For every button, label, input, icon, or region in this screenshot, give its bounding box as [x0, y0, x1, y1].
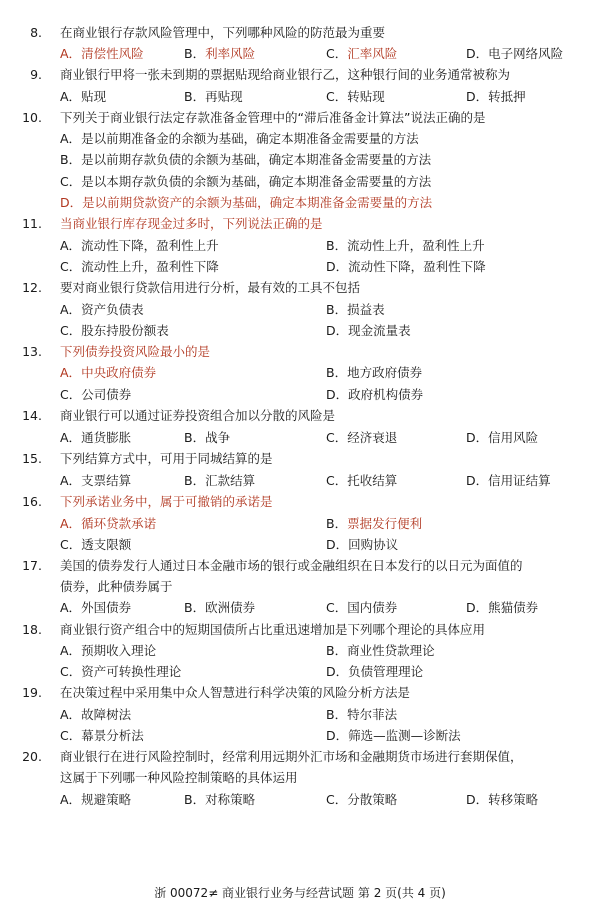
option-a [60, 365, 156, 381]
option-a [60, 473, 131, 489]
option-letter: C． [60, 174, 82, 189]
option-letter: A． [60, 89, 82, 104]
option-text: 现金流量表 [348, 323, 411, 338]
option-letter: A． [60, 643, 82, 658]
question-number: 16. [22, 494, 42, 509]
question-stem: 下列结算方式中，可用于同城结算的是 [60, 451, 273, 466]
option-b [60, 152, 431, 168]
page-footer: 浙 00072≠ 商业银行业务与经营试题 第 2 页(共 4 页) [154, 886, 446, 900]
option-a [60, 707, 131, 723]
option-letter: C． [60, 537, 82, 552]
option-letter: C． [326, 473, 348, 488]
question-number: 11. [22, 216, 42, 231]
option-letter: B． [60, 152, 82, 167]
option-letter: C． [60, 728, 82, 743]
option-letter: D． [466, 792, 489, 807]
option-a [60, 516, 156, 532]
option-letter: C． [326, 89, 348, 104]
option-letter: B． [184, 46, 206, 61]
option-text: 资产可转换性理论 [81, 664, 182, 679]
option-text: 是以前期贷款资产的余额为基础，确定本期准备金需要量的方法 [82, 195, 433, 210]
question-stem: 下列关于商业银行法定存款准备金管理中的“滞后准备金计算法”说法正确的是 [60, 110, 486, 125]
option-letter: D． [326, 259, 349, 274]
option-d [466, 430, 538, 446]
option-letter: A． [60, 131, 82, 146]
option-letter: B． [184, 89, 206, 104]
option-text: 幕景分析法 [81, 728, 144, 743]
question-number: 17. [22, 558, 42, 573]
option-letter: D． [466, 600, 489, 615]
option-text: 熊猫债券 [488, 600, 539, 615]
option-text: 故障树法 [81, 707, 132, 722]
option-text: 汇款结算 [205, 473, 256, 488]
option-text: 是以前期准备金的余额为基础，确定本期准备金需要量的方法 [81, 131, 419, 146]
option-letter: C． [326, 46, 348, 61]
option-text: 回购协议 [348, 537, 399, 552]
question-stem: 下列债券投资风险最小的是 [60, 344, 211, 359]
option-c [326, 430, 397, 446]
option-d [326, 259, 486, 275]
option-c [60, 174, 431, 190]
option-letter: B． [326, 365, 348, 380]
option-text: 资产负债表 [81, 302, 144, 317]
option-b [184, 600, 255, 616]
option-text: 损益表 [347, 302, 385, 317]
option-letter: B． [326, 516, 348, 531]
option-letter: D． [326, 323, 349, 338]
question-number: 13. [22, 344, 42, 359]
question-number: 14. [22, 408, 42, 423]
option-letter: B． [184, 473, 206, 488]
option-letter: A． [60, 792, 82, 807]
option-letter: A． [60, 46, 82, 61]
option-text: 再贴现 [205, 89, 243, 104]
option-a [60, 46, 144, 62]
option-b [184, 473, 255, 489]
option-d [466, 89, 526, 105]
option-text: 分散策略 [347, 792, 398, 807]
option-b [184, 89, 243, 105]
option-text: 流动性上升，盈利性下降 [81, 259, 219, 274]
option-text: 外国债券 [81, 600, 132, 615]
question-stem: 要对商业银行贷款信用进行分析，最有效的工具不包括 [60, 280, 361, 295]
option-text: 清偿性风险 [81, 46, 144, 61]
option-d [326, 387, 423, 403]
option-b [326, 707, 397, 723]
option-text: 利率风险 [205, 46, 256, 61]
option-letter: C． [60, 259, 82, 274]
option-b [326, 302, 385, 318]
option-text: 流动性下降，盈利性下降 [348, 259, 486, 274]
option-text: 中央政府债券 [81, 365, 157, 380]
option-text: 特尔菲法 [347, 707, 398, 722]
option-letter: D． [326, 728, 349, 743]
option-a [60, 643, 156, 659]
option-letter: C． [60, 664, 82, 679]
option-b [326, 365, 422, 381]
option-a [60, 600, 131, 616]
question-stem-continued: 债券，此种债券属于 [60, 579, 173, 594]
question-stem: 商业银行在进行风险控制时，经常利用远期外汇市场和金融期货市场进行套期保值， [60, 749, 523, 764]
question-number: 18. [22, 622, 42, 637]
option-text: 托收结算 [347, 473, 398, 488]
option-a [60, 792, 131, 808]
question-number: 8. [30, 25, 42, 40]
question-stem: 当商业银行库存现金过多时，下列说法正确的是 [60, 216, 323, 231]
option-letter: B． [326, 238, 348, 253]
option-b [326, 643, 435, 659]
option-a [60, 238, 219, 254]
option-letter: D． [466, 473, 489, 488]
option-d [326, 537, 398, 553]
question-stem: 商业银行资产组合中的短期国债所占比重迅速增加是下列哪个理论的具体应用 [60, 622, 486, 637]
option-text: 是以前期存款负债的余额为基础，确定本期准备金需要量的方法 [81, 152, 432, 167]
option-letter: A． [60, 365, 82, 380]
option-text: 汇率风险 [347, 46, 398, 61]
option-text: 贴现 [81, 89, 107, 104]
option-c [60, 387, 131, 403]
option-letter: D． [326, 537, 349, 552]
option-c [326, 473, 397, 489]
question-number: 9. [30, 67, 42, 82]
question-stem: 美国的债券发行人通过日本金融市场的银行或金融组织在日本发行的以日元为面值的 [60, 558, 523, 573]
option-text: 转移策略 [488, 792, 539, 807]
option-letter: A． [60, 600, 82, 615]
option-c [326, 89, 385, 105]
option-c [60, 323, 169, 339]
option-d [466, 792, 538, 808]
option-letter: C． [60, 323, 82, 338]
option-a [60, 430, 131, 446]
question-number: 19. [22, 685, 42, 700]
option-text: 循环贷款承诺 [81, 516, 157, 531]
option-letter: D． [466, 430, 489, 445]
option-text: 负债管理理论 [348, 664, 424, 679]
option-letter: A． [60, 302, 82, 317]
option-letter: C． [326, 792, 348, 807]
option-d [60, 195, 432, 211]
question-number: 15. [22, 451, 42, 466]
option-letter: D． [466, 89, 489, 104]
option-text: 票据发行便利 [347, 516, 423, 531]
question-number: 12. [22, 280, 42, 295]
option-letter: D． [466, 46, 489, 61]
question-stem: 商业银行可以通过证券投资组合加以分散的风险是 [60, 408, 336, 423]
option-text: 公司债券 [81, 387, 132, 402]
option-c [326, 792, 397, 808]
option-text: 规避策略 [81, 792, 132, 807]
option-a [60, 131, 419, 147]
option-d [326, 323, 411, 339]
option-b [184, 430, 230, 446]
option-text: 股东持股份额表 [81, 323, 169, 338]
option-d [466, 46, 563, 62]
option-letter: D． [326, 387, 349, 402]
option-letter: C． [60, 387, 82, 402]
option-text: 欧洲债券 [205, 600, 256, 615]
option-b [184, 792, 255, 808]
option-text: 信用证结算 [488, 473, 551, 488]
option-letter: B． [184, 792, 206, 807]
option-b [184, 46, 255, 62]
option-text: 预期收入理论 [81, 643, 157, 658]
option-text: 流动性上升，盈利性上升 [347, 238, 485, 253]
option-b [326, 516, 422, 532]
option-c [60, 728, 144, 744]
option-letter: D． [326, 664, 349, 679]
option-letter: B． [184, 430, 206, 445]
option-letter: A． [60, 238, 82, 253]
option-d [326, 664, 423, 680]
option-text: 支票结算 [81, 473, 132, 488]
question-stem: 在决策过程中采用集中众人智慧进行科学决策的风险分析方法是 [60, 685, 411, 700]
option-d [326, 728, 461, 744]
option-text: 通货膨胀 [81, 430, 132, 445]
option-text: 筛选—监测—诊断法 [348, 728, 461, 743]
option-letter: B． [326, 643, 348, 658]
question-stem: 商业银行甲将一张未到期的票据贴现给商业银行乙，这种银行间的业务通常被称为 [60, 67, 511, 82]
option-letter: D． [60, 195, 83, 210]
option-letter: A． [60, 430, 82, 445]
option-text: 电子网络风险 [488, 46, 564, 61]
option-text: 信用风险 [488, 430, 539, 445]
option-text: 战争 [205, 430, 231, 445]
question-stem-continued: 这属于下列哪一种风险控制策略的具体运用 [60, 770, 298, 785]
option-a [60, 89, 106, 105]
question-stem: 在商业银行存款风险管理中，下列哪种风险的防范最为重要 [60, 25, 386, 40]
option-letter: A． [60, 707, 82, 722]
option-a [60, 302, 144, 318]
option-letter: C． [326, 430, 348, 445]
option-c [326, 600, 397, 616]
option-letter: B． [184, 600, 206, 615]
option-text: 是以本期存款负债的余额为基础，确定本期准备金需要量的方法 [81, 174, 432, 189]
option-text: 对称策略 [205, 792, 256, 807]
option-text: 流动性下降，盈利性上升 [81, 238, 219, 253]
option-text: 政府机构债券 [348, 387, 424, 402]
option-letter: A． [60, 473, 82, 488]
option-b [326, 238, 485, 254]
option-text: 地方政府债券 [347, 365, 423, 380]
question-stem: 下列承诺业务中，属于可撤销的承诺是 [60, 494, 273, 509]
option-text: 转贴现 [347, 89, 385, 104]
question-number: 20. [22, 749, 42, 764]
option-text: 商业性贷款理论 [347, 643, 435, 658]
option-letter: A． [60, 516, 82, 531]
option-text: 经济衰退 [347, 430, 398, 445]
option-text: 国内债券 [347, 600, 398, 615]
option-letter: B． [326, 707, 348, 722]
option-d [466, 473, 551, 489]
option-letter: C． [326, 600, 348, 615]
option-c [60, 259, 219, 275]
question-number: 10. [22, 110, 42, 125]
option-c [60, 664, 181, 680]
option-text: 透支限额 [81, 537, 132, 552]
option-c [60, 537, 131, 553]
option-d [466, 600, 538, 616]
option-c [326, 46, 397, 62]
option-letter: B． [326, 302, 348, 317]
option-text: 转抵押 [488, 89, 526, 104]
